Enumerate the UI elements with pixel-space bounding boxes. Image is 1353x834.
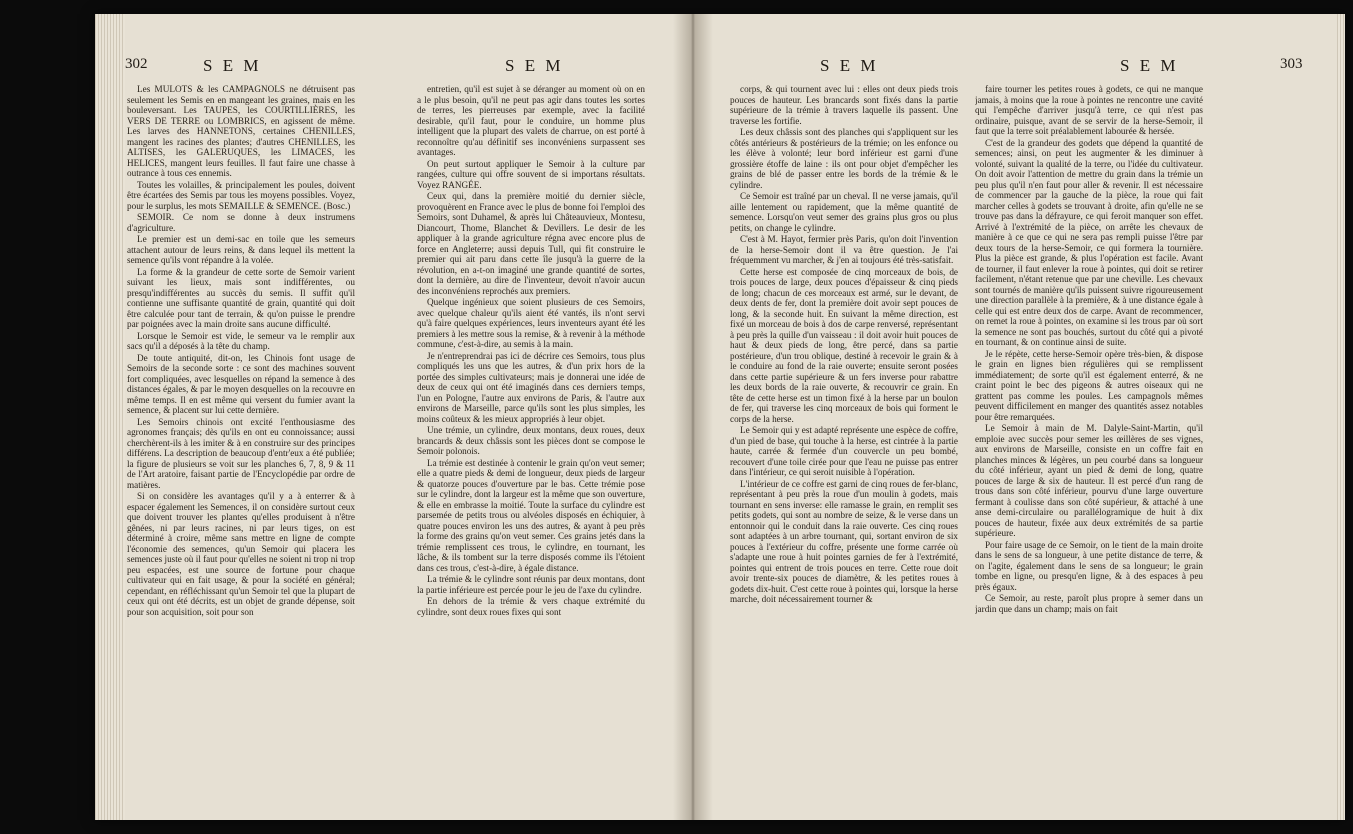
text-column (975, 84, 1203, 724)
paragraph: Une trémie, un cylindre, deux montans, deux roues, deux brancards & deux châssis sont les pièces dont se compose le Semoir polonois. (417, 425, 645, 456)
left-page-edges (95, 14, 125, 820)
book-gutter (673, 14, 713, 820)
paragraph: En dehors de la trémie & vers chaque extrémité du cylindre, sont deux roues fixes qui sont (417, 596, 645, 617)
running-head: S E M (1120, 56, 1179, 75)
running-head: S E M (203, 56, 262, 75)
text-column (730, 84, 958, 724)
left-page-header (125, 56, 725, 80)
paragraph: L'intérieur de ce coffre est garni de cinq roues de fer-blanc, représentant à peu près la roue d'un moulin à godets, mais tournant en sens inverse: elle ramasse le grain, en remplit ses petits godets, qui sont au nombre de seize, & le verse dans un entonnoir qui le conduit dans la raie ouverte. Ces cinq roues sont adaptées à un arbre tournant, qui, sortant environ de six pouces à l'extérieur du coffre, présente une forme carrée où s'adapte une roue à huit pointes garnies de fer à l'extrémité, pointes qui entrent de trois pouces en terre. Cette roue doit avoir trente-six pouces de diamètre, & les petites roues à godets dix-huit. C'est cette roue à pointes qui, lorsque la herse marche, doit nécessairement tourner & (730, 478, 958, 604)
paragraph: Les Semoirs chinois ont excité l'enthousiasme des agronomes français; dès qu'ils en ont eu connoissance; aussi cherchèrent-ils à les imiter & à en construire sur des principes différens. La description de beaucoup d'entr'eux a été publiée; la figure de plusieurs se voit sur les planches 6, 7, 8, 9 & 11 de l'Art aratoire, faisant partie de l'Encyclopédie par ordre de matières. (127, 416, 355, 490)
paragraph: La forme & la grandeur de cette sorte de Semoir varient suivant les lieux, mais sont indifférentes, ou presqu'indifférentes au succès du semis. Il suffit qu'il contienne une suffisante quantité de grain, quantité qui doit être calculée pour tant de terrain, & qu'on puisse le prendre par poignées avec la main droite sans aucune difficulté. (127, 266, 355, 329)
text-column (417, 84, 645, 724)
running-head: S E M (505, 56, 564, 75)
paragraph: Quelque ingénieux que soient plusieurs de ces Semoirs, avec quelque chaleur qu'ils aient été vantés, ils n'ont servi qu'à faire quelques expériences, leurs inventeurs ayant été les premiers à les mettre sous la remise, & à revenir à la méthode commune, c'est-à-dire, au semis à la main. (417, 297, 645, 349)
paragraph: Le Semoir qui y est adapté représente une espèce de coffre, d'un pied de base, qui touche à la herse, est cintrée à la partie haute, carrée & fermée d'un couvercle un peu bombé, recouvert d'une toile cirée pour que l'eau ne puisse pas entrer dans l'intérieur, ce qui seroit nuisible à l'opération. (730, 425, 958, 477)
right-page-header (720, 56, 1340, 80)
paragraph: Ce Semoir est traîné par un cheval. Il ne verse jamais, qu'il aille lentement ou rapidement, que la même quantité de semence. Lorsqu'on veut semer des grains plus gros ou plus petits, on change le cylindre. (730, 191, 958, 233)
paragraph: La trémie est destinée à contenir le grain qu'on veut semer; elle a quatre pieds & demi de longueur, deux pieds de largeur & quatorze pouces d'ouverture par le bas. Cette trémie pose sur le cylindre, dont la largeur est la même que son ouverture, & elle en embrasse la moitié. Toute la surface du cylindre est parsemée de petits trous ou alvéoles disposés en échiquier, à quatre pouces environ les uns des autres, & ayant à peu près la forme des grains qu'on veut semer. Ces grains jetés dans la trémie remplissent ces trous, le cylindre, en tournant, les lâche, & ils tombent sur la terre disposés comme ils l'étoient dans ces trous, c'est-à-dire, à égale distance. (417, 457, 645, 573)
paragraph: On peut surtout appliquer le Semoir à la culture par rangées, culture qui offre souvent de si importans résultats. Voyez RANGÉE. (417, 158, 645, 190)
paragraph: Le Semoir à main de M. Dalyle-Saint-Martin, qu'il emploie avec succès pour semer les œillères de ses vignes, aux environs de Marseille, consiste en un coffre fait en planches minces & légères, un peu courbé dans sa longueur du côté inférieur, ayant un pied & demi de long, quatre pouces de large & six de hauteur. Il est percé d'un rang de trous dans son côté inférieur, pourvu d'une large ouverture fermant à coulisse dans son côté supérieur, & attaché à une anse demi-circulaire ou parallélogramique de huit à dix pouces de hauteur, fixée aux deux extrémités de sa partie supérieure. (975, 423, 1203, 538)
paragraph: Lorsque le Semoir est vide, le semeur va le remplir aux sacs qu'il a déposés à la tête du champ. (127, 330, 355, 351)
paragraph: Je le répète, cette herse-Semoir opère très-bien, & dispose le grain en lignes bien régulières qui se remplissent immédiatement; de sorte qu'il est également enterré, & ne craint point le bec des pigeons & autres oiseaux qui ne grattent pas comme les poules. Les campagnols mêmes peuvent difficilement en manger des quantités assez notables pour être remarquées. (975, 348, 1203, 422)
paragraph: Les deux châssis sont des planches qui s'appliquent sur les côtés antérieurs & postérieurs de la trémie; on les enfonce ou les élève à volonté; leur bord inférieur est garni d'une grossière étoffe de laine : ils ont pour objet d'empêcher les grains de blé de passer entre les bords de la trémie & le cylindre. (730, 127, 958, 190)
right-page (720, 14, 1340, 820)
paragraph: SEMOIR. Ce nom se donne à deux instrumens d'agriculture. (127, 212, 355, 233)
paragraph: Si on considère les avantages qu'il y a à enterrer & à espacer également les Semences, il on considère surtout ceux que doivent trouver les plantes qu'elles produisent à n'être gênées, ni par leurs racines, ni par leurs tiges, on est déterminé à croire, même sans mettre en ligne de compte l'économie des semences, qu'un Semoir qui placera les semences juste où il faut pour qu'elles ne soient ni trop ni trop peu espacées, est une source de fortune pour chaque cultivateur qui en fait usage, & pour la société en général; cependant, en réfléchissant qu'un Semoir tel que la plupart de ceux qui ont été décrits, est un objet de grande dépense, soit pour son acquisition, soit pour son (127, 491, 355, 617)
paragraph: Le premier est un demi-sac en toile que les semeurs attachent autour de leurs reins, & dans lequel ils mettent la semence qu'ils vont répandre à la volée. (127, 234, 355, 265)
book-spread (95, 14, 1345, 820)
text-column (127, 84, 355, 724)
paragraph: Ceux qui, dans la première moitié du dernier siècle, provoquèrent en France avec le plus de bonne foi l'emploi des Semoirs, sont Duhamel, & après lui Châteauvieux, Montesu, Diancourt, Thome, Blanchet & Devillers. Le desir de les appliquer à la grande agriculture régna avec encore plus de force en Angleterre; aussi depuis Tull, qui fit construire le premier qui ait paru dans cette île jusqu'à la guerre de la révolution, en a-t-on imaginé une grande quantité de sortes, dont la dernière, au dire de l'inventeur, devoit n'avoir aucun des inconvéniens reprochés aux premiers. (417, 191, 645, 296)
page-number: 302 (125, 56, 148, 72)
paragraph: faire tourner les petites roues à godets, ce qui ne manque jamais, à moins que la roue à pointes ne rencontre une cavité qui l'empêche d'arriver jusqu'à terre, ce qui n'est pas ordinaire, puisque, avant de se servir de la herse-Semoir, il faut que la terre soit préalablement labourée & hersée. (975, 84, 1203, 136)
page-number: 303 (1280, 56, 1303, 72)
paragraph: C'est de la grandeur des godets que dépend la quantité de semences; ainsi, on peut les augmenter & les diminuer à volonté, suivant la qualité de la terre, ou l'idée du cultivateur. On doit avoir l'attention de mettre du grain dans la trémie un peu plus qu'il n'en faut pour aller & revenir. Il est nécessaire de commencer par la gauche de la pièce, la roue qui fait marcher celles à godets se trouvant à droite, afin qu'elle ne se trouve pas dans la défrayure, ce qui feroit manquer son effet. Arrivé à l'extrémité de la pièce, on arrête les chevaux de manière à ce que ce qui ne sera pas rempli puisse l'être par deux tours de la herse-Semoir, ce qui formera la tournière. Plus la pièce est grande, & plus l'opération est facile. Avant de tourner, il faut enlever la roue à pointes, qui doit se retirer facilement, n'étant retenue que par une cheville. Les chevaux sont tournés de manière qu'ils puissent suivre rigoureusement une direction parallèle à la première, & à une distance égale à celle qui est entre deux dos de carpe. Avant de recommencer, on remet la roue à pointes, on examine si les trous par où sort la semence ne sont pas bouchés, surtout du côté qui a pivoté en tournant, & on continue ainsi de suite. (975, 137, 1203, 347)
paragraph: corps, & qui tournent avec lui : elles ont deux pieds trois pouces de hauteur. Les brancards sont fixés dans la partie supérieure de la trémie à travers laquelle ils passent. Une traverse les fortifie. (730, 84, 958, 126)
paragraph: De toute antiquité, dit-on, les Chinois font usage de Semoirs de la seconde sorte : ce sont des machines souvent fort compliquées, avec lesquelles on répand la semence à des distances égales, & par le moyen desquelles on la recouvre en même temps. Il en est même qui versent du fumier avant la semence, & placent sur lui cette dernière. (127, 352, 355, 415)
paragraph: Ce Semoir, au reste, paroît plus propre à semer dans un jardin que dans un champ; mais on fait (975, 593, 1203, 614)
paragraph: entretien, qu'il est sujet à se déranger au moment où on en a le plus besoin, qu'il ne peut pas agir dans toutes les sortes de terres, les pierreuses par exemple, avec la facilité desirable, qu'il faut, pour le conduire, un homme plus intelligent que la plupart des valets de charrue, on est porté à reconnoître qu'au définitif ses inconvéniens surpassent ses avantages. (417, 84, 645, 157)
paragraph: C'est à M. Hayot, fermier près Paris, qu'on doit l'invention de la herse-Semoir dont il va être question. Je l'ai fréquemment vu marcher, & j'en ai toujours été très-satisfait. (730, 234, 958, 265)
left-page (125, 14, 725, 820)
running-head: S E M (820, 56, 879, 75)
paragraph: Pour faire usage de ce Semoir, on le tient de la main droite dans le sens de sa longueur, à une petite distance de terre, & on l'agite, également dans le sens de sa longueur; le grain tombe en ligne, ou presqu'en ligne, & à des espaces à peu près égaux. (975, 539, 1203, 592)
paragraph: La trémie & le cylindre sont réunis par deux montans, dont la partie inférieure est percée pour le jeu de l'axe du cylindre. (417, 574, 645, 595)
paragraph: Les MULOTS & les CAMPAGNOLS ne détruisent pas seulement les Semis en en mangeant les graines, mais en les bouleversant. Les TAUPES, les COURTILLIÈRES, les VERS DE TERRE ou LOMBRICS, en agissent de même. Les larves des HANNETONS, certaines CHENILLES, mangent les racines des plantes; d'autres CHENILLES, les ALTISES, les GALERUQUES, les LIMACES, les HELICES, mangent leurs feuilles. Il faut faire une chasse à outrance à tous ces ennemis. (127, 84, 355, 178)
paragraph: Cette herse est composée de cinq morceaux de bois, de trois pouces de large, deux pouces d'épaisseur & cinq pieds de long; chacun de ces morceaux est armé, sur le devant, de deux dents de fer, dont la première doit avoir sept pouces de long, & la seconde huit. En suivant la même direction, est fixé un morceau de bois à dos de carpe renversé, représentant à peu près la quille d'un vaisseau : il doit avoir huit pouces de haut & deux pieds de long, être percé, dans sa partie postérieure, d'un trou oblique, destiné à recevoir le grain & à le conduire au fond de la raie ouverte; ensuite seront posées dans cette partie supérieure & un fers inverse pour rabattre les deux bords de la raie ouverte, & recouvrir ce grain. En tête de cette herse est un timon fixé à la herse par un boulon de fer, qui traverse les cinq morceaux de bois qui forment le corps de la herse. (730, 266, 958, 424)
paragraph: Toutes les volailles, & principalement les poules, doivent être écartées des Semis par tous les moyens possibles. Voyez, pour le surplus, les mots SEMAILLE & SEMENCE. (Bosc.) (127, 179, 355, 211)
paragraph: Je n'entreprendrai pas ici de décrire ces Semoirs, tous plus compliqués les uns que les autres, & d'un prix hors de la portée des simples cultivateurs; mais je donnerai une idée de deux de ceux qui ont été imaginés dans ces derniers temps, l'un en Pologne, l'autre aux environs de Paris, & l'autre aux environs de Marseille, parce qu'ils sont les plus simples, les moins coûteux & les mieux appropriés à leur objet. (417, 350, 645, 424)
